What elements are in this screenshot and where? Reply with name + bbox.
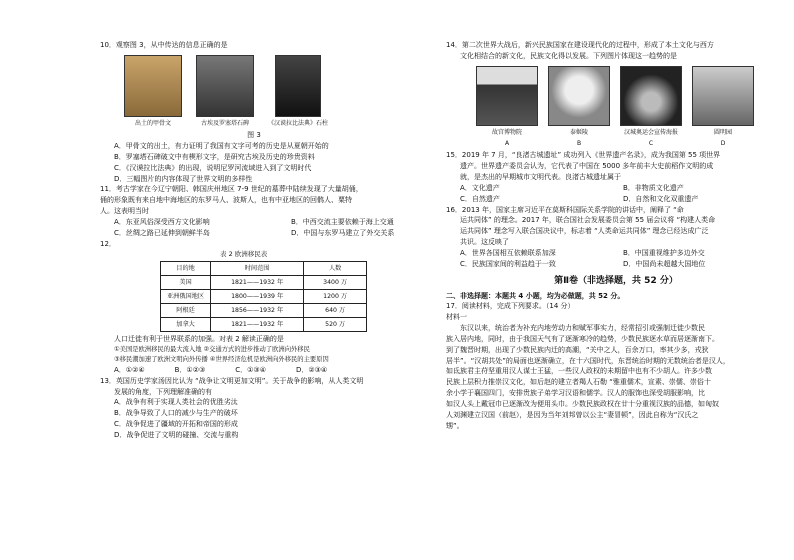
taj-mahal-image — [548, 66, 610, 126]
material-text: 居半”。“汉胡共处”的局面也逐渐确立，在十六国时代，东晋统治时期的无数统治者是汉人， — [446, 356, 730, 365]
q15-stem: 就，是杰出的早期城市文明代表。良渚古城遗址属于 — [460, 172, 621, 181]
option: D．战争促进了文明的碰撞、交流与重构 — [114, 430, 239, 439]
table-cell: 520 万 — [304, 318, 367, 332]
right-column — [446, 40, 786, 431]
figure-label: 图 3 — [247, 131, 261, 140]
material-text: 民族上层积力推崇汉文化，如后赵的建立者羯人石勒 “雅重儒术，宣素、崇儒、崇俗十 — [446, 378, 711, 387]
table-row — [161, 318, 367, 332]
seoul-olympics-poster-image — [620, 66, 682, 126]
palace-museum-image — [476, 66, 538, 126]
option: C．自然遗产 — [460, 194, 500, 203]
option: D．②③④ — [295, 365, 328, 374]
option-letter: B — [576, 139, 582, 147]
table-cell: 1856——1932 年 — [211, 304, 304, 318]
option: B．①②③ — [174, 365, 206, 374]
material-text: 族入居内地，同时，由于我国天气有了逐渐寒冷的趋势，少数民族逐水草而居逐渐南下。 — [446, 334, 719, 343]
material-text: 东汉以来，统治者为补充内地劳动力和赋军事实力，经常招引或强制迁徙少数民 — [460, 324, 705, 333]
option: B．中西交流主要依赖于海上交通 — [291, 217, 394, 226]
option: D．中国尚未超越大国地位 — [623, 259, 706, 268]
rosetta-stone-image — [196, 55, 254, 117]
option: B．非物质文化遗产 — [623, 183, 684, 192]
oracle-bone-image — [124, 55, 182, 117]
table-header: 时间范围 — [211, 262, 304, 276]
table-cell: 加拿大 — [161, 318, 211, 332]
q12-statement: ③移民潮加速了欧洲文明向外传播 ④世界经济危机是欧洲向外移民的主要原因 — [114, 356, 329, 364]
option: A．①②④ — [114, 365, 145, 374]
option: C．民族国家间的利益趋于一致 — [460, 259, 556, 268]
figure-caption: 出土的甲骨文 — [134, 119, 171, 127]
material-label: 材料一 — [446, 313, 467, 322]
table-cell: 1200 万 — [304, 290, 367, 304]
table-row — [161, 304, 367, 318]
q15-stem: 15．2019 年 7 月，“良渚古城遗址” 成功列入《世界遗产名录》，成为我国第 55 项世界 — [446, 151, 721, 160]
table-header: 人数 — [304, 262, 367, 276]
option: B．中国重视维护多边外交 — [623, 248, 705, 257]
q13-stem: 13．英国历史学家汤因比认为 “战争让文明更加文明”。关于战争的影响，从人类文明 — [100, 376, 364, 385]
old-summer-palace-image — [692, 66, 754, 126]
option: B．罗塞塔石碑破文中有楔形文字，是研究古埃及历史的珍贵资料 — [114, 152, 315, 161]
table-row — [161, 290, 367, 304]
hammurabi-stele-image — [275, 55, 321, 117]
table-cell: 1821——1932 年 — [211, 318, 304, 332]
table-cell: 1821——1932 年 — [211, 276, 304, 290]
table-cell: 美国 — [161, 276, 211, 290]
q16-stem: 16．2013 年，国家主席习近平在莫斯科国际关系学院的讲话中，阐释了 “命 — [446, 205, 684, 214]
option: D．中国与东罗马建立了外交关系 — [291, 228, 395, 237]
table-cell: 阿根廷 — [161, 304, 211, 318]
material-text: 甥”。 — [446, 421, 464, 430]
option: C．《汉谟拉比法典》的出现，说明尼罗河流域进入到了文明时代 — [114, 163, 312, 172]
emigration-table — [160, 261, 367, 332]
option-letter: C — [648, 139, 654, 147]
q14-stem: 文化相结合的新文化，民族文化得以发展。下列图片体现这一趋势的是 — [460, 51, 677, 60]
material-text: 到了魏晋时期，出现了少数民族内迁的高潮，“关中之人，百余万口，率其少多，戎狄 — [446, 345, 709, 354]
option: A．世界各国相互依赖联系加深 — [460, 248, 556, 257]
option: C．战争促进了疆域的开拓和帝国的形成 — [114, 420, 238, 429]
figure-caption: 汉城奥运会宣传海报 — [623, 128, 678, 136]
option: A．东亚风俗深受西方文化影响 — [114, 217, 210, 226]
material-text: 如汉人头上戴冠巾已逐渐改为便用头巾。少数民族政权在廿十分重视汉族的品德，如匈奴 — [446, 399, 719, 408]
option: A．甲骨文的出土，有力证明了我国有文字可考的历史是从夏朝开始的 — [114, 141, 329, 150]
table-cell: 亚洲俄国地区 — [161, 290, 211, 304]
table-row — [161, 276, 367, 290]
figure-caption: 泰姬陵 — [569, 128, 588, 136]
q16-stem: 运共同体” 的理念。2017 年，联合国社会发展委员会第 55 届会议将 “构建人类命 — [460, 216, 716, 225]
material-text: 人刘渊建立汉国（前赵），是因为当年刘邦曾以公主“妻冒顿”，因此自称为“汉氏之 — [446, 410, 699, 419]
table-caption: 表 2 欧洲移民表 — [220, 250, 268, 259]
q13-stem: 发展的角度，下列理解准确的有 — [114, 387, 212, 396]
table-cell: 3400 万 — [304, 276, 367, 290]
table-cell: 640 万 — [304, 304, 367, 318]
q11-stem: 俑的形象既有来自地中海地区的东罗马人、波斯人，也有中亚地区的回鹘人、粟特 — [100, 196, 352, 205]
section-intro: 二、非选择题：本题共 4 小题，均为必做题，共 52 分。 — [446, 291, 625, 300]
figure-caption: 古埃及罗塞塔石碑 — [200, 119, 249, 127]
option: A．战争有利于实现人类社会的优胜劣汰 — [114, 398, 238, 407]
material-text: 余小学于襄国四门，安排贵族子弟学习汉语和儒学。汉人的服饰也深受胡服影响，比 — [446, 389, 705, 398]
q11-stem: 11．考古学家在今辽宁朝阳、韩国庆州地区 7-9 世纪的墓葬中陆续发现了大量胡俑， — [100, 185, 363, 194]
q10-stem: 10．观察图 3，从中传达的信息正确的是 — [100, 41, 228, 49]
option: D．自然和文化双重遗产 — [623, 194, 699, 203]
option: A．文化遗产 — [460, 183, 500, 192]
table-header: 目的地 — [161, 262, 211, 276]
q12-statement: ①美国是欧洲移民的最大流入地 ②交通方式的进步推动了欧洲向外移民 — [114, 346, 310, 354]
q12-number: 12． — [100, 239, 116, 248]
q14-figures — [476, 66, 786, 149]
option: D．三幅图片的内容体现了世界文明的多样性 — [114, 174, 253, 183]
option-letter: A — [504, 139, 510, 147]
q12-stem: 人口迁徙有利于世界联系的加强。对表 2 解读正确的是 — [114, 335, 284, 344]
figure-caption: 故宫博物院 — [491, 128, 522, 136]
q14-stem: 14．第二次世界大战后，新兴民族国家在建设现代化的过程中，形成了本土文化与西方 — [446, 41, 714, 49]
section-title: 第Ⅱ卷（非选择题，共 52 分） — [554, 275, 678, 286]
option: B．战争导致了人口的减少与生产的破坏 — [114, 409, 238, 418]
q16-stem: 运共同体” 理念写入联合国决议中，标志着 “人类命运共同体” 理念已经达成广泛 — [460, 227, 709, 236]
q16-stem: 共识。这反映了 — [460, 238, 509, 247]
option: C．丝绸之路已延伸到朝鲜半岛 — [114, 228, 210, 237]
figure-caption: 圆明园 — [713, 128, 732, 136]
option: C．①③④ — [235, 365, 266, 374]
figure-caption: 《汉谟拉比法典》石柱 — [268, 119, 329, 127]
option-letter: D — [720, 139, 726, 147]
left-column — [100, 40, 468, 441]
q15-stem: 遗产。世界遗产委员会认为，它代表了中国在 5000 多年前丰大史前稻作文明的成 — [460, 162, 714, 171]
table-cell: 1800——1939 年 — [211, 290, 304, 304]
q11-stem: 人。这表明当时 — [100, 207, 149, 216]
q10-figures — [124, 55, 468, 128]
material-text: 如氐族君主苻坚重用汉人谋士王猛，一些汉人政权的未期留中也有不少胡人。许多少数 — [446, 367, 712, 376]
q17-stem: 17．阅读材料，完成下列要求。（14 分） — [446, 302, 575, 311]
